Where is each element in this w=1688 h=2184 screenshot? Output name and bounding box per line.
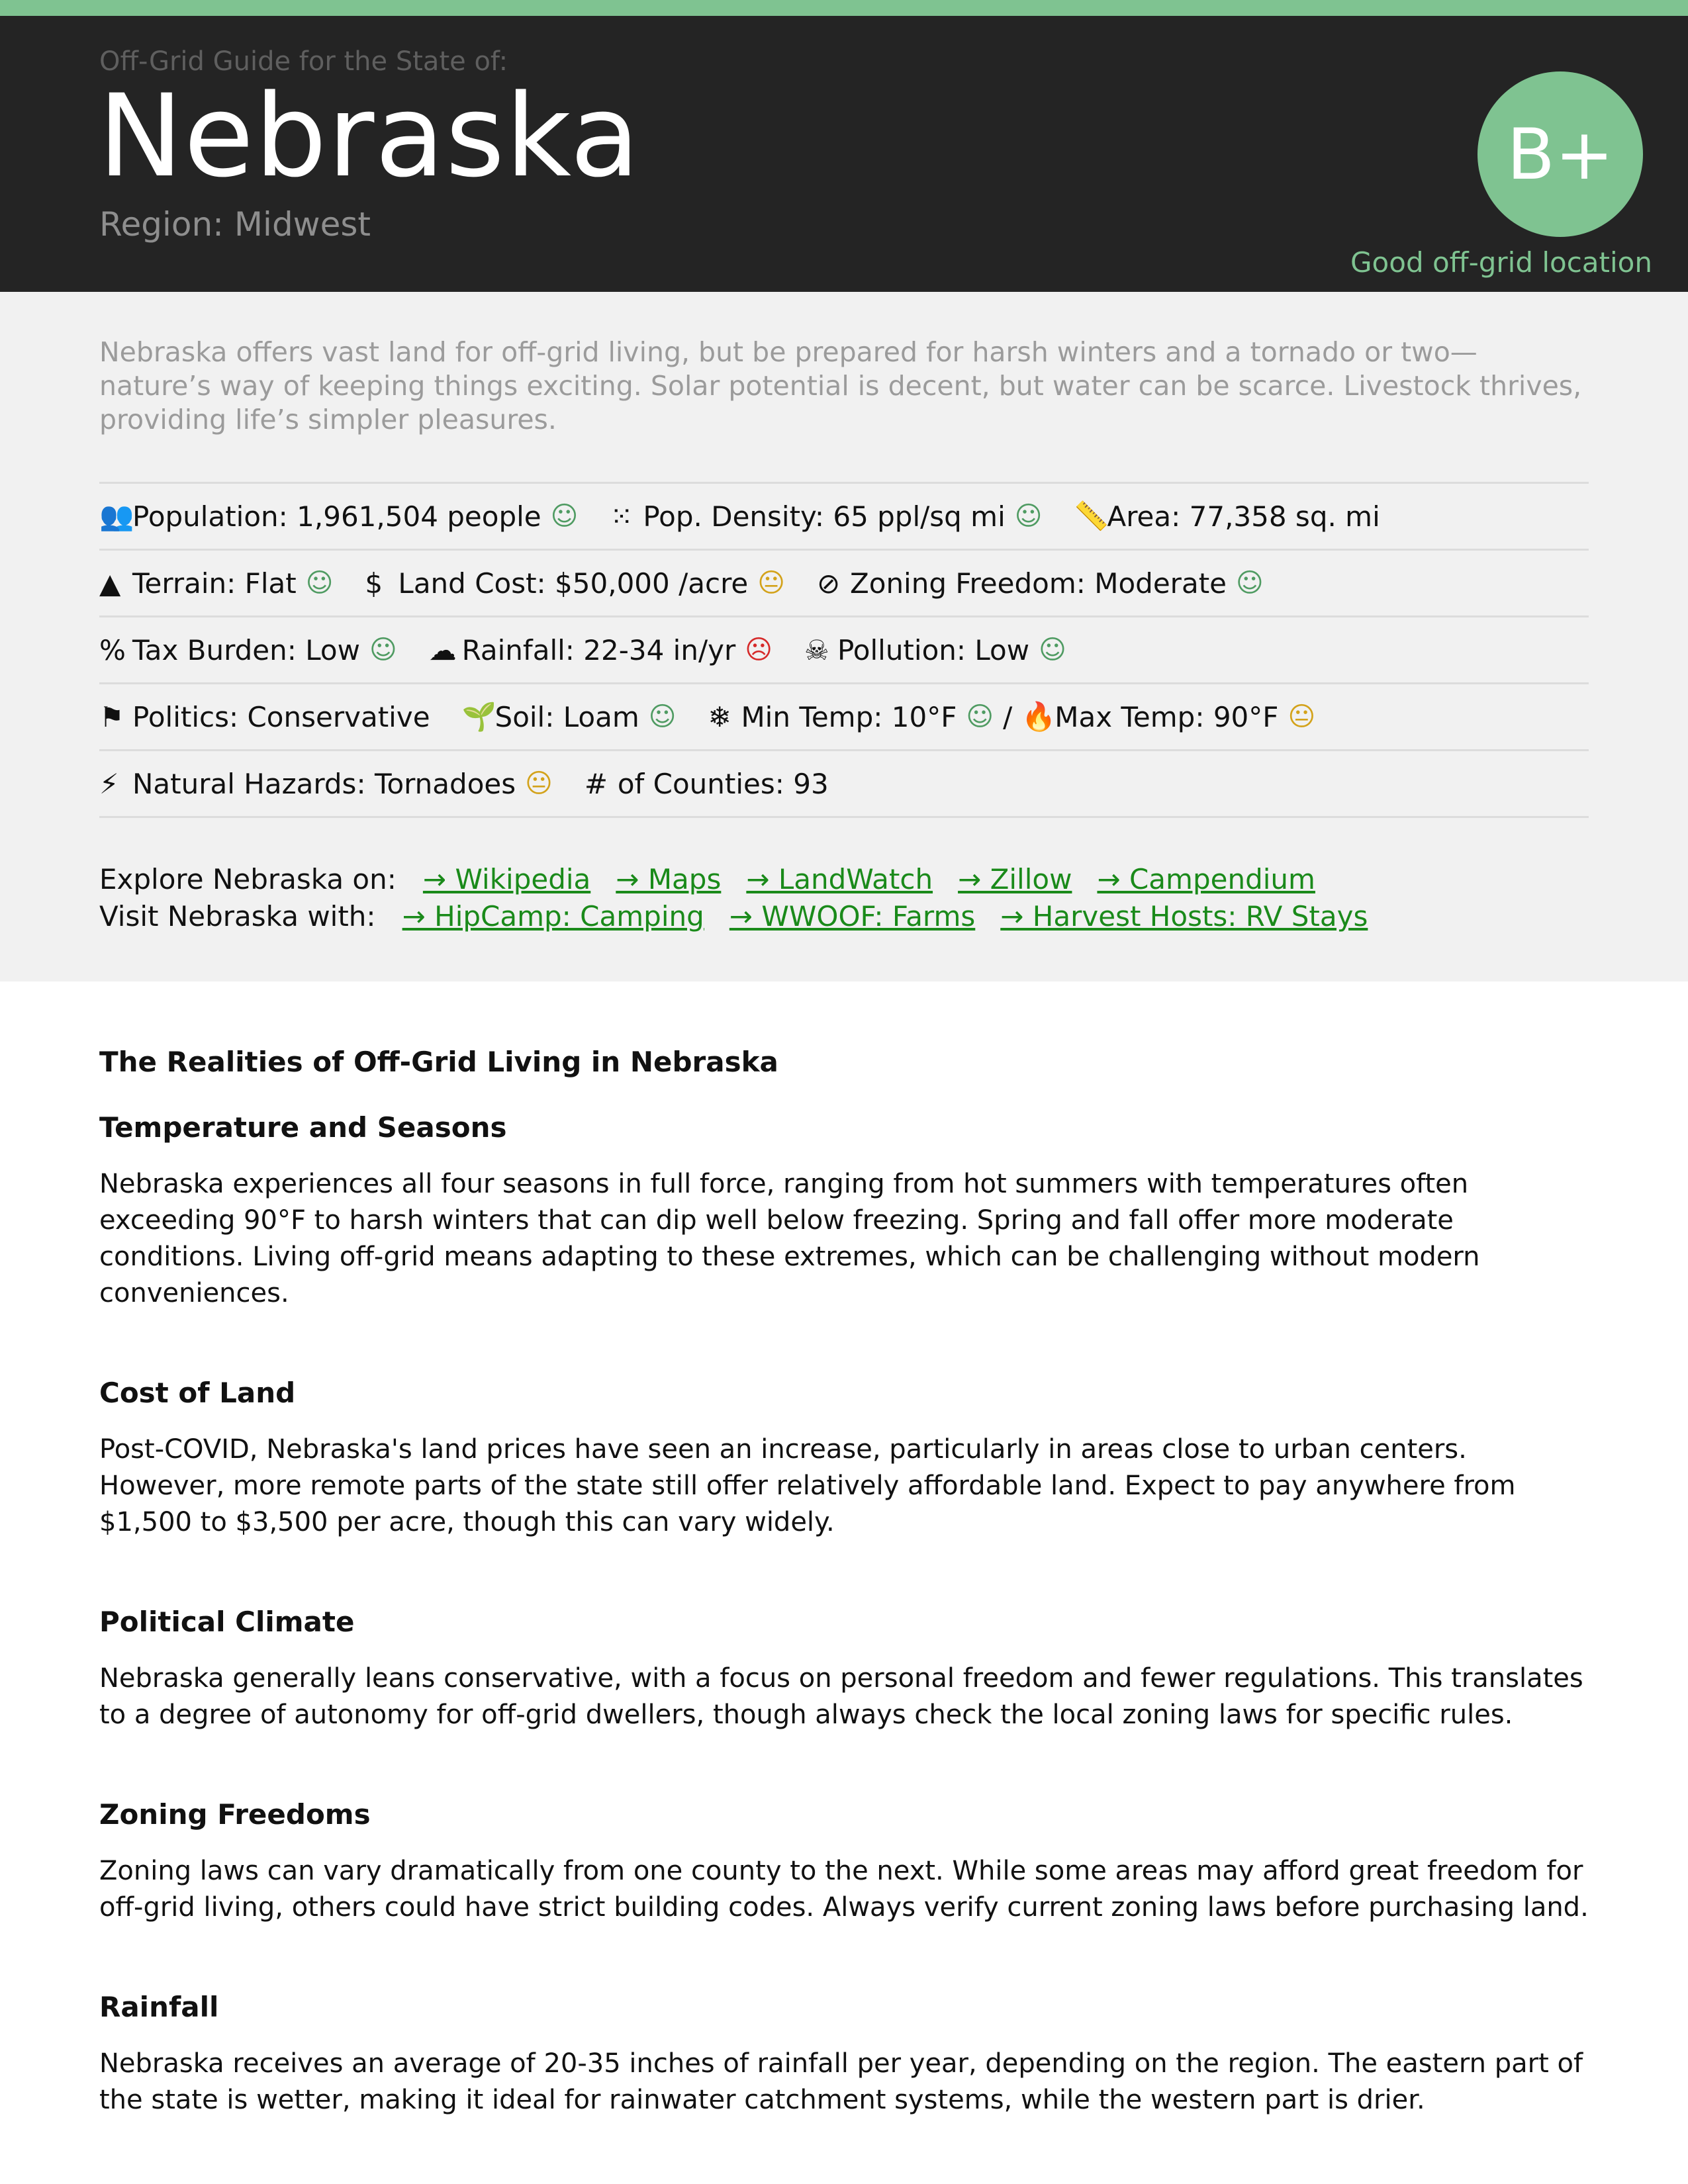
grid-dots-icon: ⁙	[610, 500, 633, 533]
section-text: Nebraska receives an average of 20-35 inches of rainfall per year, depending on the region. The eastern part of the state is wetter, making it ideal for rainwater catchment systems, while the western part is drier.	[99, 2048, 1583, 2115]
bad-rating-icon: ☹	[745, 635, 773, 665]
ban-icon: ⊘	[816, 567, 841, 600]
stat-label: Terrain: Flat	[132, 567, 297, 600]
section-temperature	[99, 1111, 1589, 1312]
ruler-icon: 📏	[1074, 500, 1109, 532]
stat-politics	[99, 701, 430, 733]
explore-label: Explore Nebraska on:	[99, 863, 397, 895]
stat-tax-burden	[99, 634, 397, 666]
stat-land-cost	[365, 567, 785, 600]
stat-label: Zoning Freedom: Moderate	[849, 567, 1227, 600]
visit-label: Visit Nebraska with:	[99, 900, 376, 933]
section-heading: Cost of Land	[99, 1377, 296, 1409]
stat-label: Pollution: Low	[837, 633, 1030, 666]
links-section	[99, 861, 1368, 935]
stat-label: Soil: Loam	[494, 700, 639, 733]
stat-population	[99, 500, 578, 533]
good-rating-icon: ☺	[369, 635, 397, 665]
stat-label: Pop. Density: 65 ppl/sq mi	[643, 500, 1006, 533]
visit-links-row	[99, 898, 1368, 935]
section-text: Nebraska experiences all four seasons in full force, ranging from hot summers with temperatures often exceeding 90°F to harsh winters that can dip well below freezing. Spring and fall offer more moderate conditions. Living off-grid means adapting to these extremes, which can be challenging without modern conveniences.	[99, 1169, 1480, 1308]
section-heading: Temperature and Seasons	[99, 1111, 507, 1144]
guide-label: Off-Grid Guide for the State of:	[99, 46, 508, 77]
page-title: Nebraska	[98, 69, 641, 203]
stat-label: Land Cost: $50,000 /acre	[398, 567, 749, 600]
wikipedia-link[interactable]: → Wikipedia	[422, 863, 591, 895]
stat-label: Politics: Conservative	[132, 700, 430, 733]
stat-label: of Counties: 93	[617, 767, 829, 800]
good-rating-icon: ☺	[305, 568, 334, 598]
grade-caption: Good off-grid location	[1350, 246, 1652, 279]
stat-pop-density	[610, 500, 1042, 533]
stat-pollution	[804, 634, 1066, 666]
stat-label: Max Temp: 90°F	[1055, 700, 1279, 733]
maps-link[interactable]: → Maps	[616, 863, 722, 895]
hash-icon: #	[584, 767, 608, 800]
section-zoning	[99, 1798, 1589, 1926]
fire-icon: 🔥	[1021, 700, 1056, 733]
stats-row	[99, 482, 1589, 549]
neutral-rating-icon: 😐	[757, 568, 785, 598]
campendium-link[interactable]: → Campendium	[1097, 863, 1315, 895]
stat-counties	[585, 768, 829, 800]
stat-natural-hazards	[99, 768, 553, 800]
stat-label: Natural Hazards: Tornadoes	[132, 767, 516, 800]
users-icon: 👥	[99, 500, 134, 532]
rain-cloud-icon: ☁	[428, 633, 457, 666]
stats-row	[99, 549, 1589, 615]
section-heading: Zoning Freedoms	[99, 1798, 371, 1831]
state-summary: Nebraska offers vast land for off-grid living, but be prepared for harsh winters and a tornado or two—nature’s way of keeping things exciting. Solar potential is decent, but water can be scarce. Livestock thrives, providing life’s simpler pleasures.	[99, 336, 1582, 435]
section-text: Nebraska generally leans conservative, with a focus on personal freedom and fewer regulations. This translates to a degree of autonomy for off-grid dwellers, though always check the local zoning laws for specific rules.	[99, 1663, 1583, 1730]
good-rating-icon: ☺	[550, 501, 579, 531]
stat-label: Population: 1,961,504 people	[132, 500, 541, 533]
flag-icon: ⚑	[99, 700, 124, 733]
section-text: Zoning laws can vary dramatically from one county to the next. While some areas may afford great freedom for off-grid living, others could have strict building codes. Always verify current zoning laws before purchasing land.	[99, 1856, 1589, 1923]
header	[0, 16, 1688, 292]
summary-panel	[0, 292, 1688, 981]
good-rating-icon: ☺	[1236, 568, 1264, 598]
accent-stripe	[0, 0, 1688, 16]
stat-label: Rainfall: 22-34 in/yr	[461, 633, 736, 666]
stats-row	[99, 749, 1589, 818]
stat-label: Area: 77,358 sq. mi	[1107, 500, 1380, 533]
grade-badge	[1477, 71, 1643, 237]
section-heading: Rainfall	[99, 1991, 219, 2023]
neutral-rating-icon: 😐	[525, 768, 553, 799]
section-political-climate	[99, 1606, 1589, 1733]
region-label: Region: Midwest	[99, 205, 371, 244]
hipcamp-link[interactable]: → HipCamp: Camping	[402, 900, 704, 933]
stats-row	[99, 615, 1589, 682]
lightning-icon: ⚡	[99, 767, 119, 800]
stat-max-temp	[1021, 700, 1315, 733]
skull-crossbones-icon: ☠	[804, 633, 829, 666]
stat-rainfall	[429, 634, 773, 666]
stat-area	[1074, 500, 1380, 533]
section-cost-of-land	[99, 1377, 1589, 1541]
seedling-icon: 🌱	[461, 700, 496, 733]
article-body	[99, 1046, 1589, 2183]
stat-label: Tax Burden: Low	[132, 633, 360, 666]
percent-icon: %	[99, 633, 126, 666]
section-text: Post-COVID, Nebraska's land prices have seen an increase, particularly in areas close to urban centers. However, more remote parts of the state still offer relatively affordable land. Expect to pay anywhere from $1,500 to $3,500 per acre, though this can vary widely.	[99, 1434, 1516, 1537]
stats-row	[99, 682, 1589, 749]
snowflake-icon: ❄	[708, 700, 731, 733]
stats-table	[99, 482, 1589, 818]
wwoof-link[interactable]: → WWOOF: Farms	[729, 900, 976, 933]
stat-soil	[462, 700, 677, 733]
harvest-hosts-link[interactable]: → Harvest Hosts: RV Stays	[1000, 900, 1368, 933]
separator: /	[1003, 700, 1013, 733]
section-heading: Political Climate	[99, 1606, 355, 1638]
stat-min-temp	[708, 701, 994, 733]
good-rating-icon: ☺	[1014, 501, 1043, 531]
explore-links-row	[99, 861, 1368, 898]
good-rating-icon: ☺	[648, 702, 677, 732]
stat-terrain	[99, 567, 333, 600]
dollar-icon: $	[365, 567, 383, 600]
good-rating-icon: ☺	[966, 702, 994, 732]
section-rainfall	[99, 1991, 1589, 2118]
stat-label: Min Temp: 10°F	[741, 700, 957, 733]
mountain-icon: ▲	[99, 567, 121, 600]
landwatch-link[interactable]: → LandWatch	[746, 863, 933, 895]
grade-value: B+	[1507, 113, 1614, 195]
article-heading: The Realities of Off-Grid Living in Nebraska	[99, 1046, 778, 1078]
neutral-rating-icon: 😐	[1288, 702, 1316, 732]
good-rating-icon: ☺	[1039, 635, 1066, 665]
stat-zoning-freedom	[817, 567, 1264, 600]
zillow-link[interactable]: → Zillow	[958, 863, 1072, 895]
